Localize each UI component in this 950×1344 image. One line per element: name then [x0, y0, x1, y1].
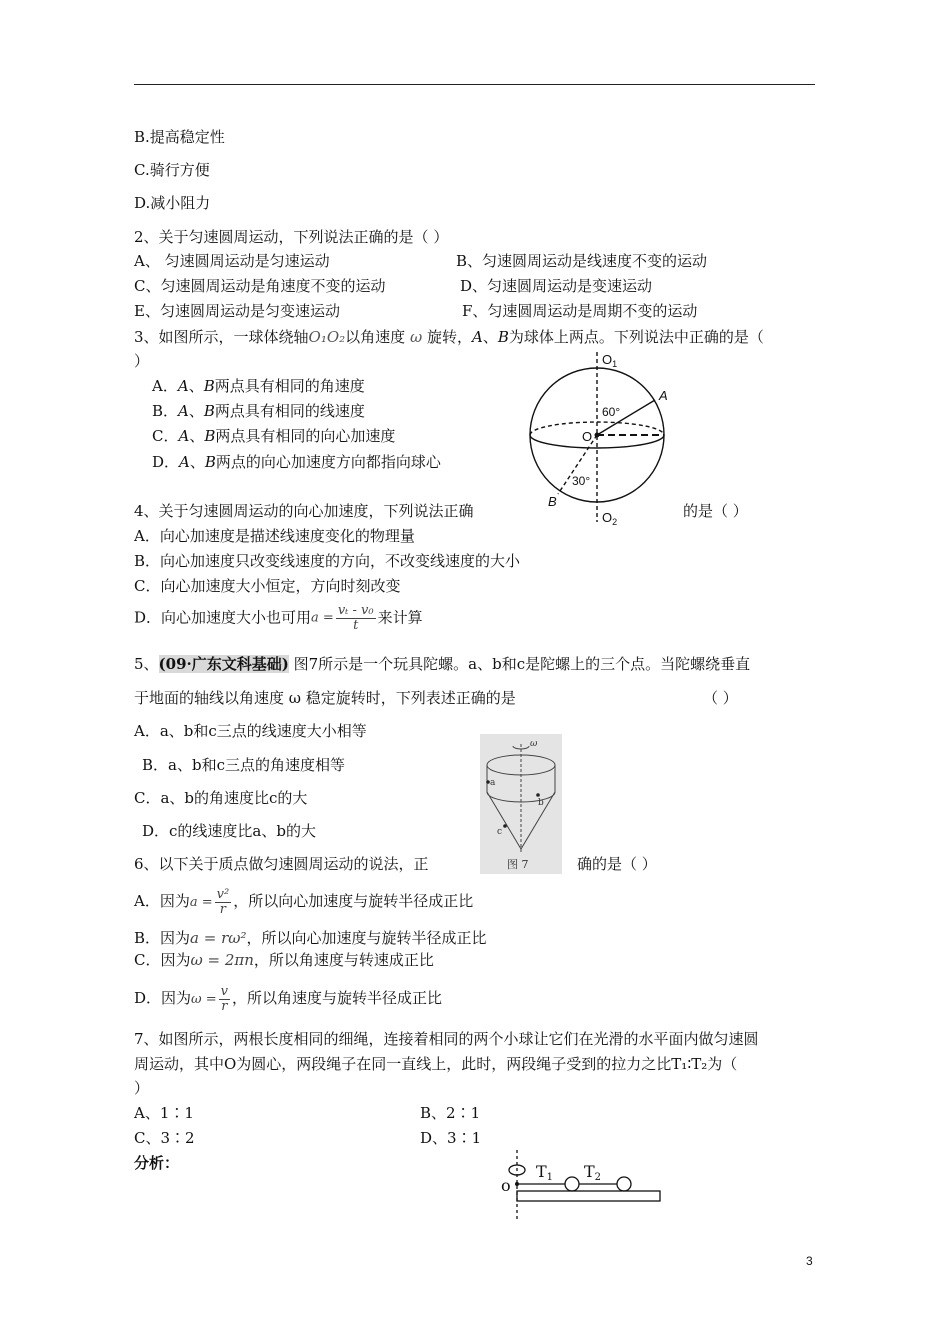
- q5-stem-line1: [134, 655, 750, 673]
- pivot-point: [515, 1182, 519, 1186]
- q6-a-fraction: [215, 888, 232, 917]
- q6-a-prefix: A．因为: [134, 892, 190, 910]
- q3-a-label: A: [178, 427, 190, 445]
- q2-stem: 2、关于匀速圆周运动，下列说法正确的是（ ）: [134, 228, 449, 246]
- q3-axis: O₁O₂: [308, 328, 346, 346]
- q3-a-label: A: [177, 377, 189, 395]
- point-b: [536, 793, 540, 797]
- q6-d-prefix: D．因为: [134, 989, 192, 1007]
- point-c: [503, 824, 507, 828]
- center-point: [595, 433, 600, 438]
- label-o: O: [582, 429, 593, 444]
- q6-d-num: v: [220, 983, 229, 999]
- q3-b-label: B: [204, 453, 216, 471]
- q7-option-a: A、1∶1: [134, 1104, 194, 1122]
- q5-option-a: A．a、b和c三点的线速度大小相等: [134, 722, 367, 740]
- q2-option-b: B、匀速圆周运动是线速度不变的运动: [456, 252, 708, 270]
- q2-option-f: F、匀速圆周运动是周期不变的运动: [462, 302, 698, 320]
- q5-option-d: D．c的线速度比a、b的大: [142, 822, 316, 840]
- q3-sep: 、: [188, 402, 204, 420]
- q3-sep: 、: [189, 427, 205, 445]
- q3-option-c-rest: 两点具有相同的向心加速度: [215, 427, 396, 445]
- q3-option-b-prefix: B．: [152, 402, 179, 420]
- q5-gyroscope-figure: [480, 734, 562, 874]
- q2-option-e: E、匀速圆周运动是匀变速运动: [134, 302, 340, 320]
- q7-analysis-label: 分析：: [134, 1154, 180, 1172]
- q3-option-d: [152, 453, 441, 471]
- q7-stem-b: 周运动，其中O为圆心，两段绳子在同一直线上，此时，两段绳子受到的拉力之比T₁∶T₂为（: [134, 1055, 738, 1073]
- q3-stem-d: 为球体上两点。下列说法中正确的是（: [508, 328, 764, 346]
- q3-option-b: [152, 402, 365, 420]
- q7-option-b: B、2∶1: [420, 1104, 481, 1122]
- q3-option-c-prefix: C．: [152, 427, 179, 445]
- q3-sep: 、: [189, 453, 205, 471]
- q1-option-b: B.提高稳定性: [134, 128, 225, 146]
- q6-option-c: [134, 951, 434, 969]
- header-rule: [134, 84, 815, 85]
- q3-stem-e: ）: [134, 352, 150, 370]
- q4-stem-a: 4、关于匀速圆周运动的向心加速度，下列说法正确: [134, 502, 474, 520]
- q6-a-lhs: a =: [189, 895, 213, 910]
- label-o: o: [501, 1176, 511, 1195]
- label-b: B: [548, 494, 557, 509]
- label-o1: $O_1$: [602, 352, 618, 369]
- q4-option-c: C．向心加速度大小恒定，方向时刻改变: [134, 577, 401, 595]
- q3-option-c: [152, 427, 395, 445]
- q7-option-c: C、3∶2: [134, 1129, 195, 1147]
- q5-stem-a: 图7所示是一个玩具陀螺。a、b和c是陀螺上的三个点。当陀螺绕垂直: [293, 655, 751, 673]
- q6-stem-a: 6、以下关于质点做匀速圆周运动的说法，正: [134, 855, 429, 873]
- q6-b-suffix: ，所以向心加速度与旋转半径成正比: [246, 929, 487, 947]
- q3-option-d-rest: 两点的向心加速度方向都指向球心: [215, 453, 441, 471]
- q6-option-b: [134, 929, 487, 947]
- q3-a-label: A: [178, 402, 189, 420]
- q7-stem-c: ）: [134, 1079, 150, 1097]
- q2-option-a: A、 匀速圆周运动是匀速运动: [134, 252, 330, 270]
- q5-stem-b: 于地面的轴线以角速度 ω 稳定旋转时，下列表述正确的是: [134, 689, 516, 707]
- q6-d-lhs: ω =: [191, 992, 217, 1007]
- q3-point-b: B: [497, 328, 509, 346]
- q3-sep: 、: [188, 377, 204, 395]
- q5-paren: （ ）: [703, 689, 738, 707]
- q3-option-b-rest: 两点具有相同的线速度: [214, 402, 365, 420]
- q3-stem-c: 旋转，: [426, 328, 472, 346]
- q6-a-num: v²: [216, 886, 230, 902]
- q6-a-suffix: ，所以向心加速度与旋转半径成正比: [233, 892, 474, 910]
- q6-option-d: [134, 983, 442, 1015]
- q3-a-label: A: [179, 453, 190, 471]
- q3-option-d-prefix: D．: [152, 453, 180, 471]
- q2-option-d: D、匀速圆周运动是变速运动: [460, 277, 653, 295]
- q3-option-a-rest: 两点具有相同的角速度: [214, 377, 365, 395]
- label-omega: ω: [530, 739, 538, 749]
- q3-stem-a: 3、如图所示，一球体绕轴: [134, 328, 309, 346]
- q6-d-den: r: [221, 998, 228, 1014]
- q4-d-suffix: 来计算: [377, 608, 423, 627]
- q2-option-c: C、匀速圆周运动是角速度不变的运动: [134, 277, 386, 295]
- q7-rope-figure: [494, 1146, 666, 1224]
- q3-b-label: B: [203, 402, 215, 420]
- q6-b-prefix: B．因为: [134, 929, 191, 947]
- q6-c-suffix: ，所以角速度与转速成正比: [253, 951, 434, 969]
- label-a: a: [490, 778, 496, 788]
- q7-stem-a: 7、如图所示，两根长度相同的细绳，连接着相同的两个小球让它们在光滑的水平面内做匀速圆: [134, 1030, 759, 1048]
- q6-c-prefix: C．因为: [134, 951, 191, 969]
- q5-source-tag: (09·广东文科基础): [158, 655, 289, 673]
- q5-number: 5、: [134, 655, 159, 673]
- label-60: 60°: [602, 405, 621, 419]
- table-surface: [517, 1191, 660, 1201]
- q6-d-fraction: [219, 985, 230, 1014]
- q3-sphere-figure: [520, 344, 680, 529]
- q3-option-a-prefix: A．: [152, 377, 178, 395]
- q1-option-c: C.骑行方便: [134, 161, 210, 179]
- q3-omega: ω: [409, 328, 423, 346]
- q6-stem-b: 确的是（ ）: [577, 855, 657, 873]
- q3-b-label: B: [203, 377, 215, 395]
- q3-sep: 、: [482, 328, 498, 346]
- ball-2: [617, 1177, 631, 1191]
- q6-option-a: [134, 886, 473, 918]
- figure-caption: 图 7: [507, 858, 529, 871]
- q6-a-den: r: [219, 901, 227, 917]
- q1-option-d: D.减小阻力: [134, 194, 211, 212]
- q4-option-a: A．向心加速度是描述线速度变化的物理量: [134, 527, 415, 545]
- label-a: A: [659, 388, 668, 403]
- q5-option-c: C．a、b的角速度比c的大: [134, 789, 308, 807]
- q7-option-d: D、3∶1: [420, 1129, 482, 1147]
- label-o2: $O_2$: [602, 510, 618, 527]
- label-b: b: [538, 798, 544, 808]
- q4-d-prefix: D．向心加速度大小也可用: [134, 608, 312, 627]
- q4-option-b: B．向心加速度只改变线速度的方向，不改变线速度的大小: [134, 552, 521, 570]
- q4-formula-den: t: [353, 618, 359, 633]
- q6-b-formula: a = rω²: [190, 929, 247, 947]
- label-t1: T1: [536, 1162, 554, 1183]
- q4-formula-lhs: a =: [311, 610, 334, 626]
- page-number: 3: [806, 1254, 813, 1268]
- label-c: c: [497, 827, 503, 837]
- q4-formula-fraction: [336, 604, 376, 633]
- q5-option-b: B．a、b和c三点的角速度相等: [142, 756, 345, 774]
- q4-option-d: [134, 604, 423, 633]
- ball-1: [565, 1177, 579, 1191]
- q4-stem-b: 的是（ ）: [683, 502, 748, 520]
- q3-point-a: A: [472, 328, 483, 346]
- label-t2: T2: [584, 1162, 602, 1183]
- label-30: 30°: [572, 474, 591, 488]
- q4-formula-num: vₜ - v₀: [337, 603, 374, 618]
- q3-b-label: B: [204, 427, 216, 445]
- q6-d-suffix: ，所以角速度与旋转半径成正比: [232, 989, 443, 1007]
- q3-stem-b: 以角速度: [345, 328, 406, 346]
- q3-option-a: [152, 377, 365, 395]
- q6-c-formula: ω = 2πn: [190, 951, 254, 969]
